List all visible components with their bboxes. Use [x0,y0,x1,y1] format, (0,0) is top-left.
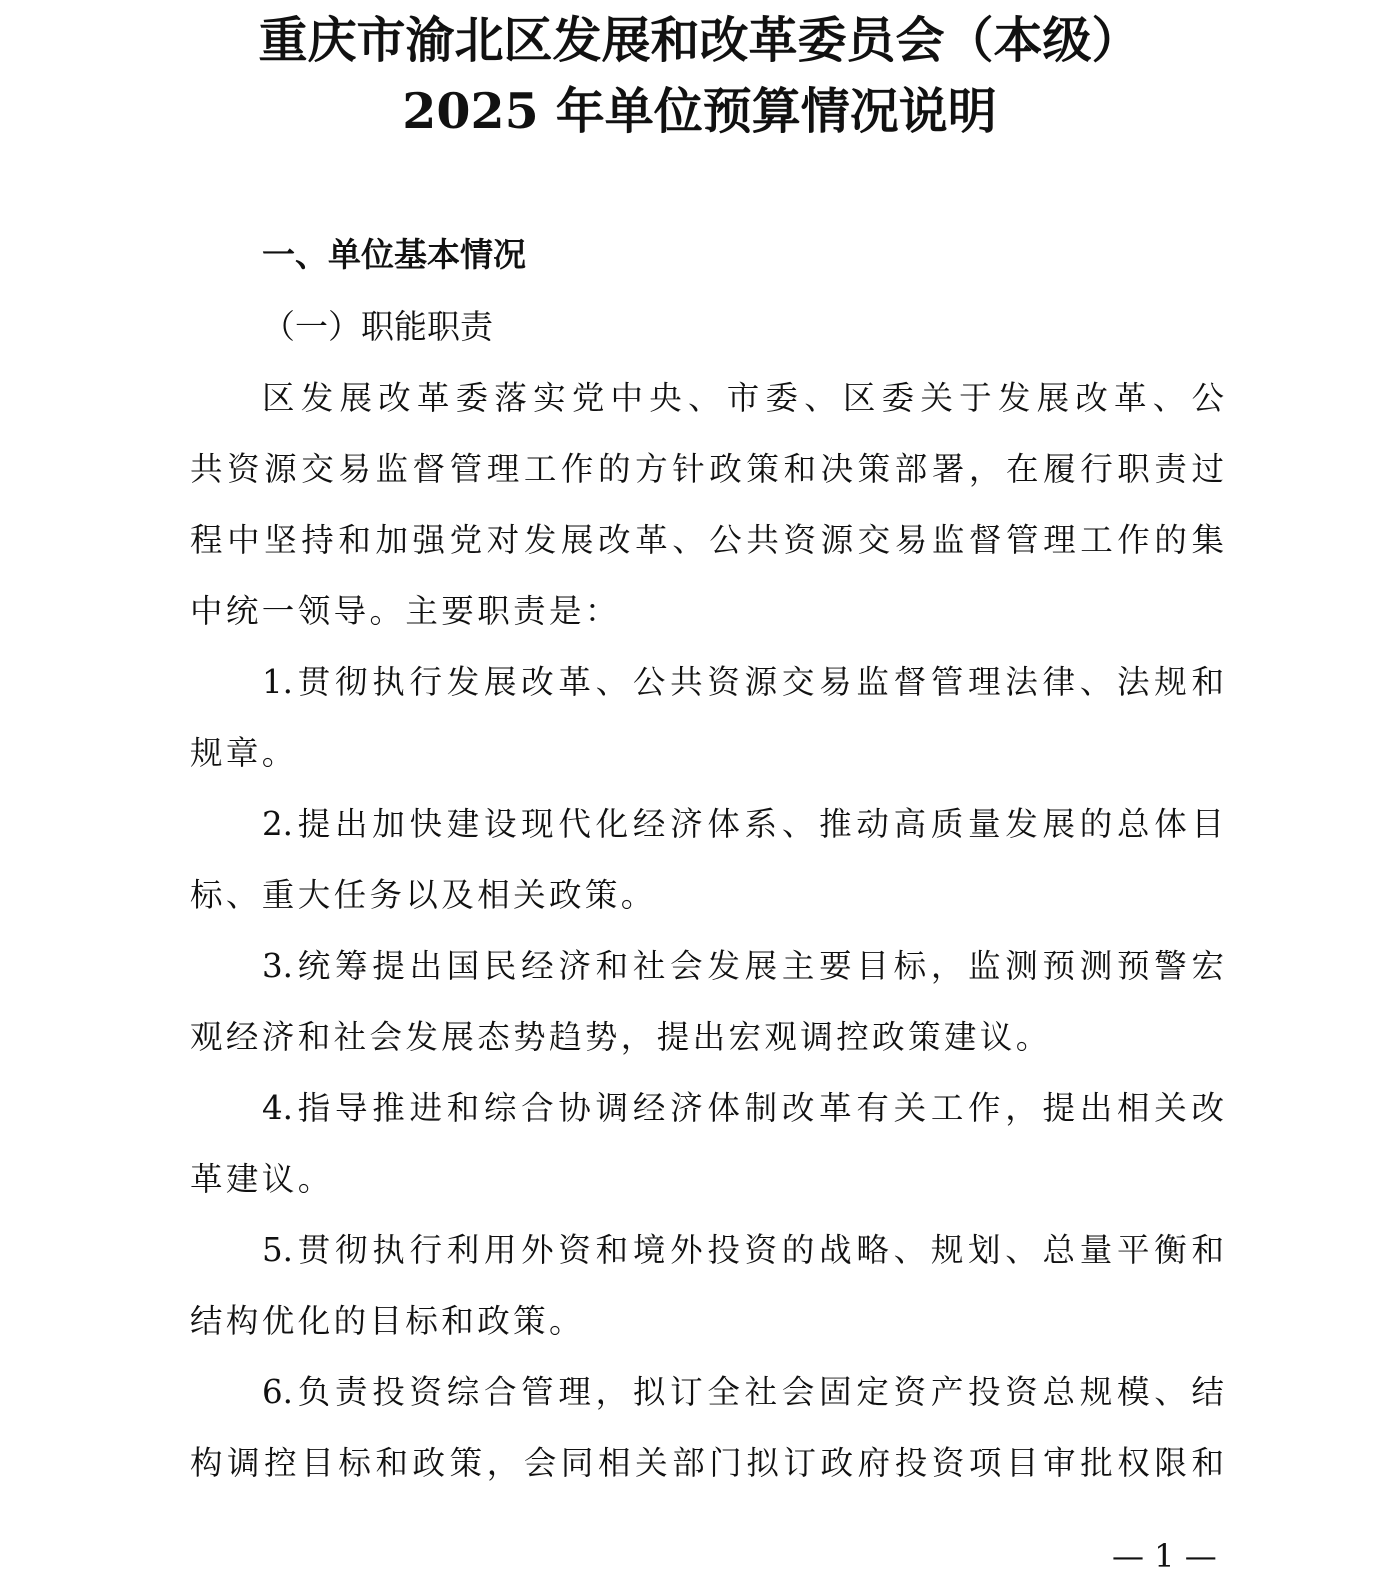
document-title-line1: 重庆市渝北区发展和改革委员会（本级） [258,11,1141,69]
document-title-line2: 2025 年单位预算情况说明 [402,82,997,140]
intro-line-1: 区发展改革委落实党中央、市委、区委关于发展改革、公 [262,379,1224,417]
item-1-line-1: 1.贯彻执行发展改革、公共资源交易监督管理法律、法规和 [262,663,1224,701]
item-4-line-2: 革建议。 [190,1160,334,1198]
intro-line-2: 共资源交易监督管理工作的方针政策和决策部署，在履行职责过 [190,450,1224,488]
section-heading: 一、单位基本情况 [262,235,526,274]
page-number: — 1 — [1112,1537,1217,1575]
subsection-heading: （一）职能职责 [262,307,493,346]
item-3-line-1: 3.统筹提出国民经济和社会发展主要目标，监测预测预警宏 [262,947,1224,985]
intro-line-3: 程中坚持和加强党对发展改革、公共资源交易监督管理工作的集 [190,521,1224,559]
item-2-line-2: 标、重大任务以及相关政策。 [190,876,657,914]
intro-line-4: 中统一领导。主要职责是： [190,592,621,630]
item-5-line-1: 5.贯彻执行利用外资和境外投资的战略、规划、总量平衡和 [262,1231,1224,1269]
item-1-line-2: 规章。 [190,734,298,772]
item-6-line-1: 6.负责投资综合管理，拟订全社会固定资产投资总规模、结 [262,1373,1224,1411]
item-6-line-2: 构调控目标和政策，会同相关部门拟订政府投资项目审批权限和 [190,1444,1224,1482]
item-2-line-1: 2.提出加快建设现代化经济体系、推动高质量发展的总体目 [262,805,1224,843]
item-4-line-1: 4.指导推进和综合协调经济体制改革有关工作，提出相关改 [262,1089,1224,1127]
item-3-line-2: 观经济和社会发展态势趋势，提出宏观调控政策建议。 [190,1018,1052,1056]
item-5-line-2: 结构优化的目标和政策。 [190,1302,585,1340]
